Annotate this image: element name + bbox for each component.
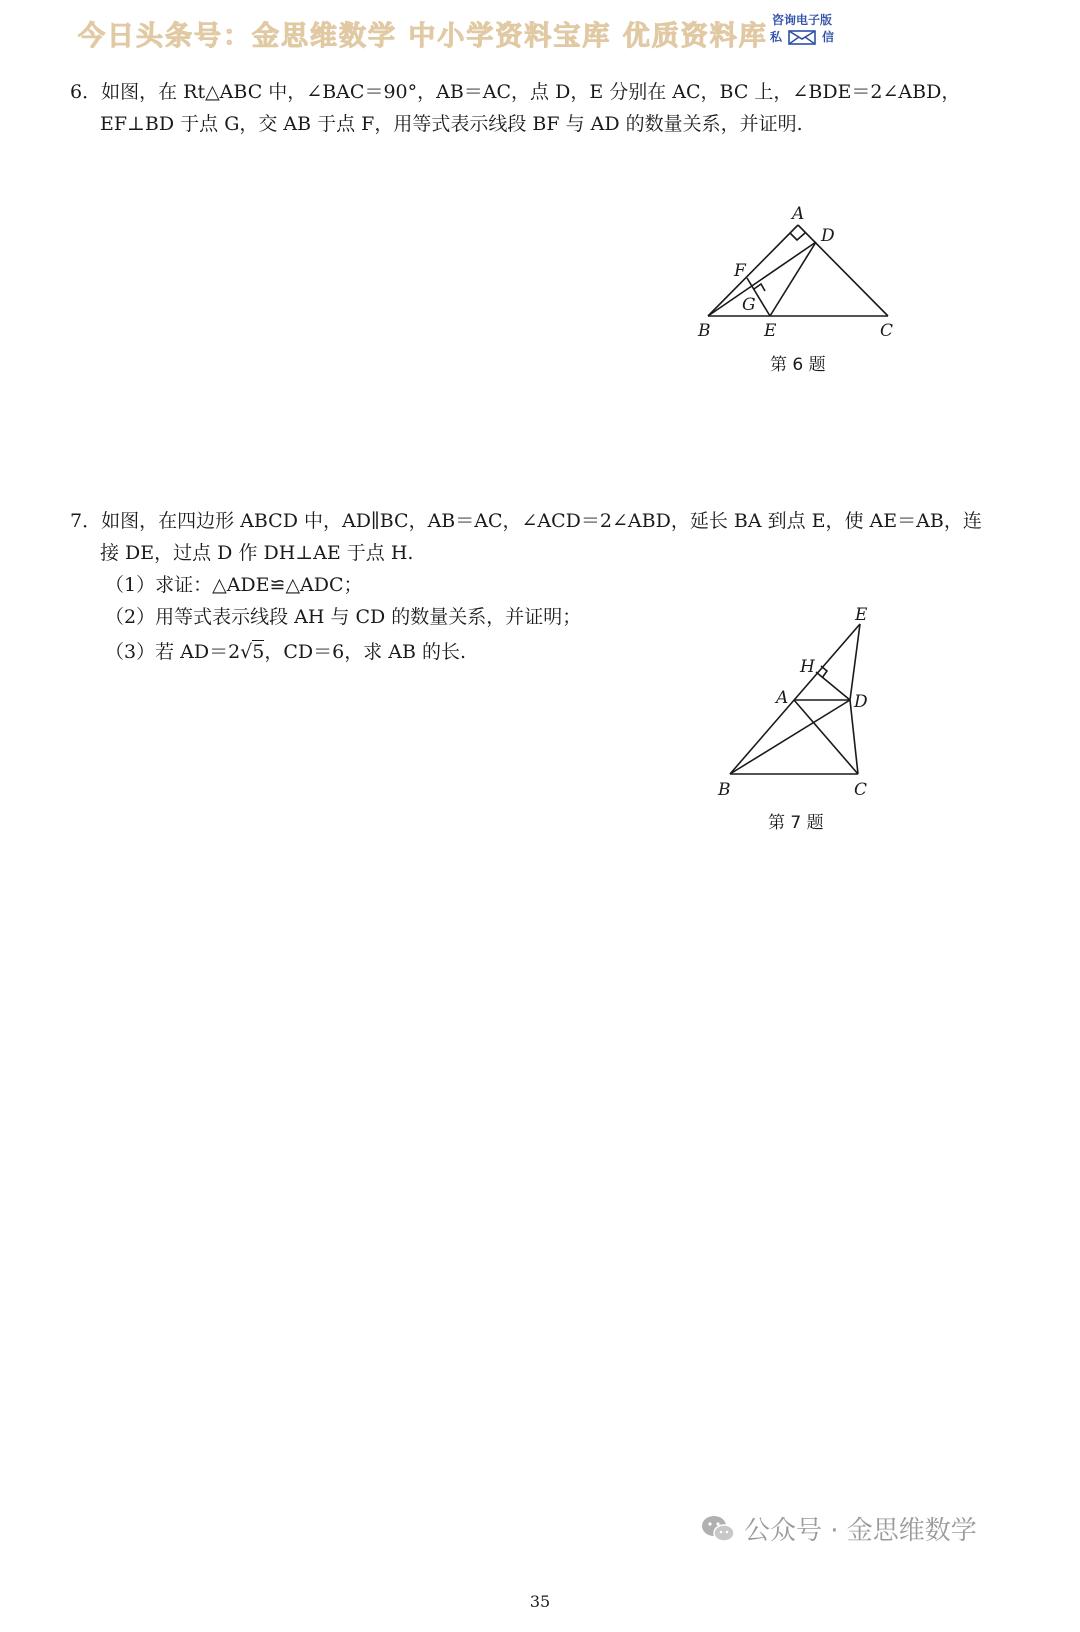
envelope-icon: [788, 30, 816, 45]
segment-bd: [708, 242, 816, 316]
q6-label-c: C: [880, 321, 894, 341]
q6-line1: [70, 76, 960, 108]
segment-ac: [798, 225, 888, 316]
q7-line1: [70, 505, 982, 537]
q7-text-line1: 如图，在四边形 ABCD 中，AD∥BC，AB＝AC，∠ACD＝2∠ABD，延长 BA 到点 E，使 AE＝AB，连: [101, 510, 982, 532]
right-angle-a: [790, 233, 805, 240]
q6-label-g: G: [742, 295, 756, 315]
right-angle-g: [754, 284, 765, 291]
q6-text-line2: EF⊥BD 于点 G，交 AB 于点 F，用等式表示线段 BF 与 AD 的数量关系，并证明.: [100, 113, 803, 135]
q6-label-f: F: [734, 261, 746, 281]
q7-figure: [710, 600, 890, 805]
q6-figure: [690, 200, 920, 350]
q7-label-c: C: [854, 780, 868, 800]
segment-be: [730, 624, 860, 774]
q7-part2: （2）用等式表示线段 AH 与 CD 的数量关系，并证明；: [105, 606, 582, 628]
q7-number: 7．: [70, 510, 102, 532]
q7-part3-prefix: （3）若 AD＝2: [105, 641, 241, 663]
contact-badge: [760, 12, 844, 46]
q7-label-a: A: [776, 688, 789, 708]
q6-caption: 第 6 题: [770, 355, 826, 375]
footer-brand-text: 公众号 · 金思维数学: [744, 1516, 977, 1546]
q7-label-h: H: [800, 657, 815, 677]
q7-label-d: D: [854, 692, 868, 712]
segment-dh: [816, 672, 850, 700]
q6-label-b: B: [698, 321, 711, 341]
q7-part3: [105, 636, 466, 668]
q6-label-e: E: [764, 321, 777, 341]
contact-private: 私: [769, 30, 782, 44]
q7-part3-suffix: ，CD＝6，求 AB 的长.: [264, 641, 467, 663]
q7-caption: 第 7 题: [768, 813, 824, 833]
q6-label-a: A: [792, 204, 805, 224]
contact-letter: 信: [822, 30, 835, 44]
page-number: 35: [529, 1592, 551, 1611]
wechat-icon: [700, 1514, 736, 1544]
q6-number: 6．: [70, 81, 102, 103]
segment-ed: [850, 624, 860, 700]
q6-label-d: D: [821, 226, 835, 246]
q7-text-line2: 接 DE，过点 D 作 DH⊥AE 于点 H.: [100, 542, 414, 564]
q6-text-line1: 如图，在 Rt△ABC 中，∠BAC＝90°，AB＝AC，点 D，E 分别在 AC，BC 上，∠BDE＝2∠ABD，: [101, 81, 961, 103]
q7-part1: （1）求证：△ADE≌△ADC；: [105, 574, 363, 596]
q7-label-b: B: [718, 780, 731, 800]
q7-label-e: E: [855, 605, 868, 625]
sqrt-symbol: √: [240, 641, 253, 663]
segment-bd: [730, 700, 850, 774]
watermark-banner: 今日头条号：金思维数学 中小学资料宝库 优质资料库: [78, 21, 768, 52]
segment-de: [770, 242, 816, 316]
contact-title: 咨询电子版: [771, 13, 832, 27]
footer-brand: [700, 1510, 977, 1547]
q7-part3-radicand: 5: [252, 641, 265, 663]
segment-ac: [794, 700, 858, 774]
